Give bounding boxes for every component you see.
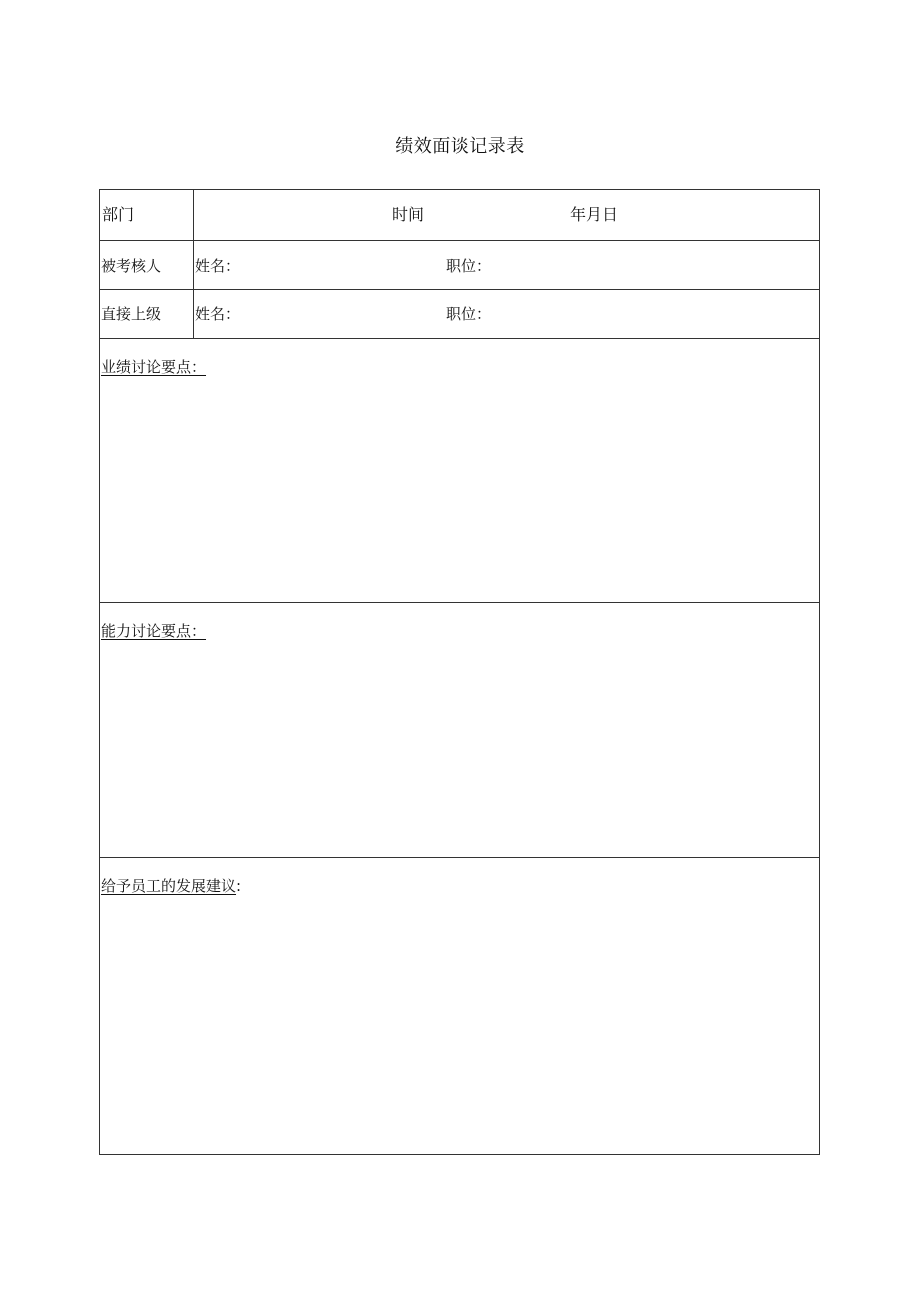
supervisor-name-label: 姓名：	[195, 305, 241, 323]
column-divider	[193, 241, 194, 289]
reviewee-name-label: 姓名：	[195, 257, 241, 275]
supervisor-position-field[interactable]	[492, 300, 812, 328]
date-label: 年月日	[570, 205, 619, 224]
reviewee-position-field[interactable]	[492, 251, 812, 279]
performance-discussion-section	[100, 339, 819, 603]
performance-discussion-label: 业绩讨论要点：	[101, 358, 207, 376]
capability-discussion-field[interactable]	[102, 647, 816, 851]
development-suggestions-label: 给予员工的发展建议	[101, 877, 237, 895]
development-suggestions-field[interactable]	[102, 902, 816, 1146]
time-label: 时间	[392, 205, 425, 224]
interview-record-form	[99, 189, 820, 1155]
reviewee-position-label: 职位：	[446, 257, 492, 275]
development-suggestions-section	[100, 858, 819, 1154]
capability-discussion-section	[100, 603, 819, 858]
capability-discussion-label: 能力讨论要点：	[101, 622, 207, 640]
development-suggestions-colon: :	[236, 877, 242, 895]
page-title: 绩效面谈记录表	[395, 136, 525, 157]
performance-discussion-field[interactable]	[102, 383, 816, 595]
supervisor-position-label: 职位：	[446, 305, 492, 323]
column-divider	[193, 290, 194, 338]
department-row	[100, 190, 819, 241]
department-label: 部门	[102, 205, 135, 224]
supervisor-row	[100, 290, 819, 339]
supervisor-label: 直接上级	[101, 305, 162, 323]
reviewee-row	[100, 241, 819, 290]
supervisor-name-field[interactable]	[240, 300, 440, 328]
department-value-field[interactable]	[194, 192, 820, 238]
reviewee-name-field[interactable]	[240, 251, 440, 279]
development-suggestions-label-group	[101, 876, 241, 896]
reviewee-label: 被考核人	[101, 257, 162, 275]
